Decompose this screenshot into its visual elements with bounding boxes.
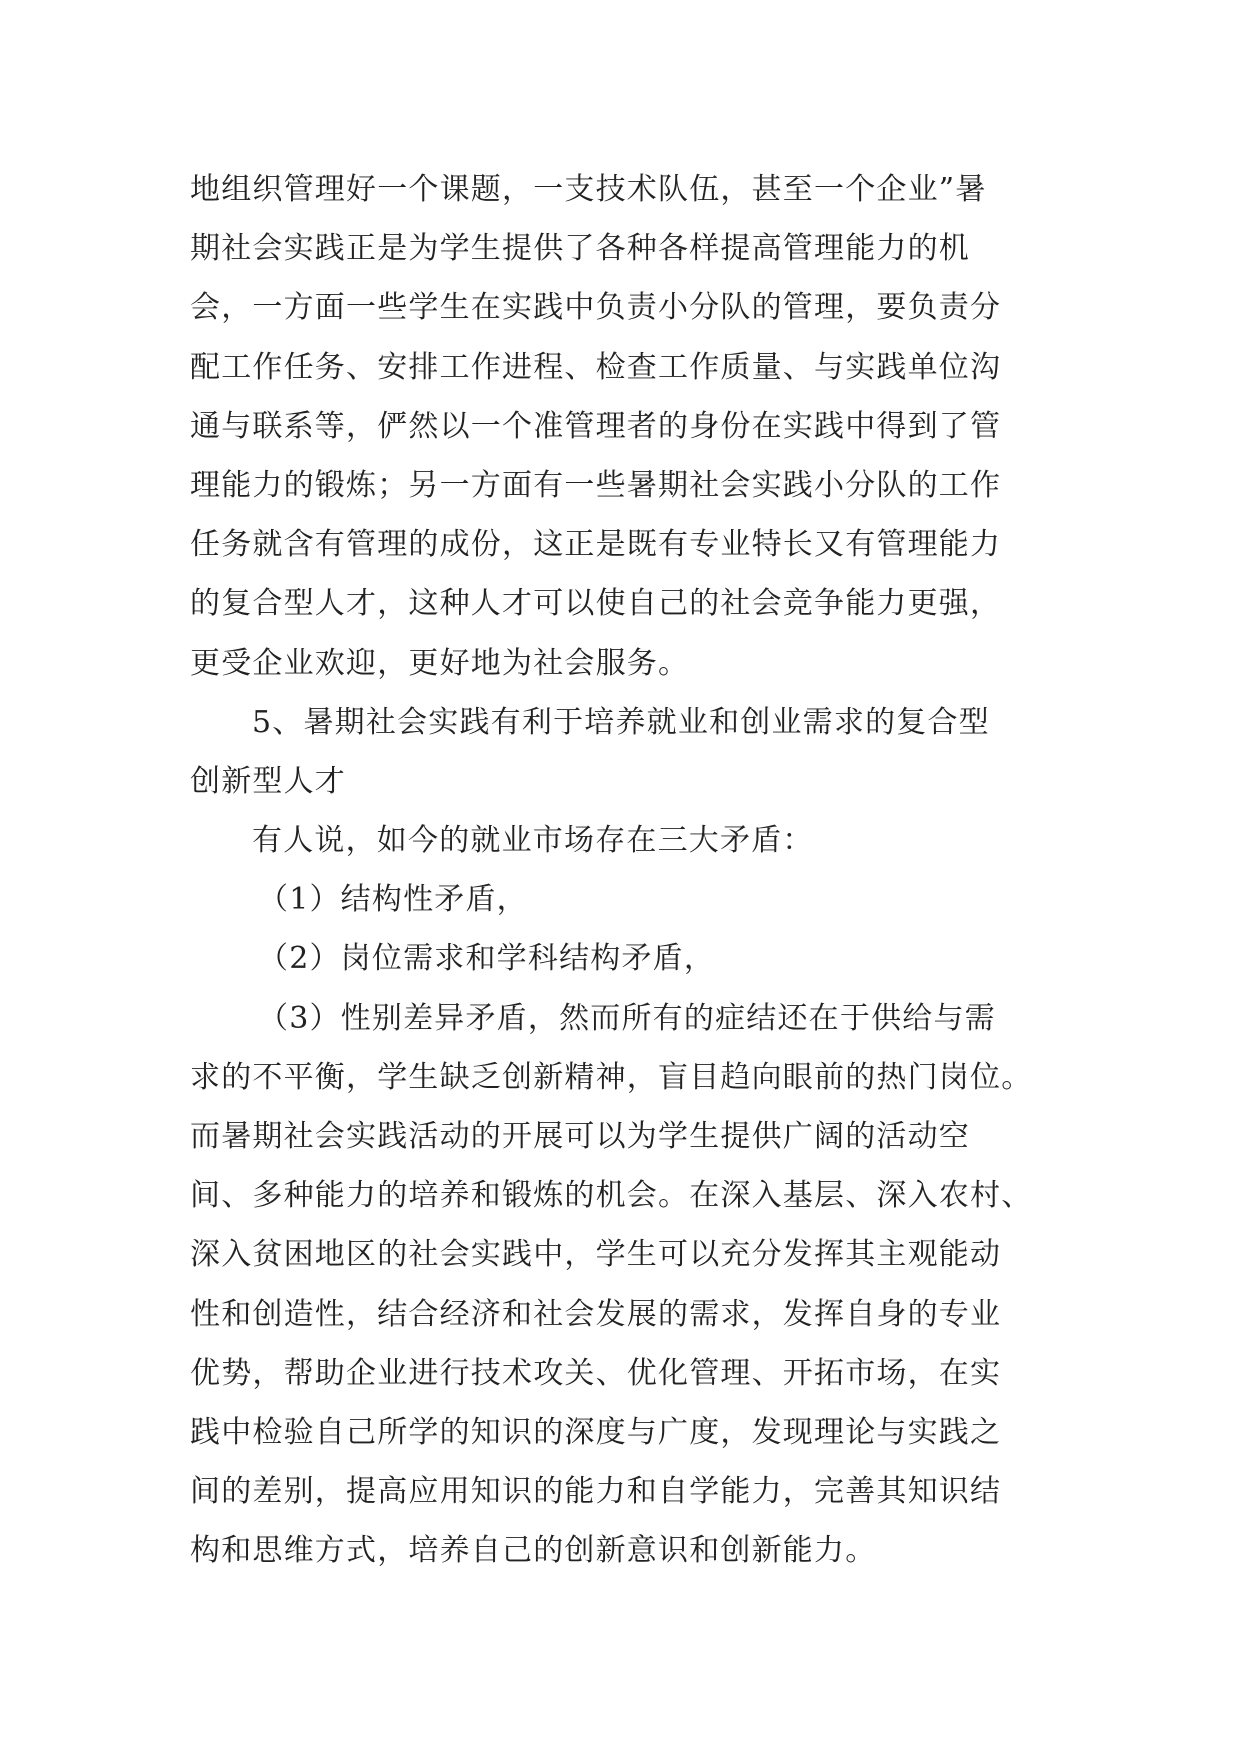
text-line: 间、多种能力的培养和锻炼的机会。在深入基层、深入农村、 <box>190 1178 1033 1214</box>
text-line: 求的不平衡，学生缺乏创新精神，盲目趋向眼前的热门岗位。 <box>190 1059 1033 1095</box>
text-line: 配工作任务、安排工作进程、检查工作质量、与实践单位沟 <box>190 349 1002 385</box>
text-line: 更受企业欢迎，更好地为社会服务。 <box>190 645 690 681</box>
text-line: 性和创造性，结合经济和社会发展的需求，发挥自身的专业 <box>190 1296 1002 1332</box>
text-line: 优势，帮助企业进行技术攻关、优化管理、开拓市场，在实 <box>190 1355 1002 1391</box>
text-line: 间的差别，提高应用知识的能力和自学能力，完善其知识结 <box>190 1474 1002 1510</box>
heading-line: 创新型人才 <box>190 763 346 799</box>
text-line: 的复合型人才，这种人才可以使自己的社会竞争能力更强， <box>190 586 1002 622</box>
text-line: 而暑期社会实践活动的开展可以为学生提供广阔的活动空 <box>190 1119 970 1154</box>
section-heading-5 <box>190 693 1070 811</box>
text-line: 会，一方面一些学生在实践中负责小分队的管理，要负责分 <box>190 290 1002 326</box>
list-item-1: （1）结构性矛盾， <box>258 882 528 918</box>
intro-line: 有人说，如今的就业市场存在三大矛盾： <box>252 823 814 859</box>
text-line: 通与联系等，俨然以一个准管理者的身份在实践中得到了管 <box>190 408 1002 444</box>
heading-line: 5、暑期社会实践有利于培养就业和创业需求的复合型 <box>252 704 990 740</box>
list-item-2: （2）岗位需求和学科结构矛盾， <box>258 941 716 977</box>
text-line: 深入贫困地区的社会实践中，学生可以充分发挥其主观能动 <box>190 1237 1002 1273</box>
text-line: 构和思维方式，培养自己的创新意识和创新能力。 <box>190 1533 877 1569</box>
text-line: 理能力的锻炼；另一方面有一些暑期社会实践小分队的工作 <box>190 467 1002 503</box>
text-line: （3）性别差异矛盾，然而所有的症结还在于供给与需 <box>258 1000 996 1036</box>
text-line: 期社会实践正是为学生提供了各种各样提高管理能力的机 <box>190 231 970 267</box>
text-line: 地组织管理好一个课题，一支技术队伍，甚至一个企业”暑 <box>190 172 987 207</box>
paragraph-innovation <box>190 989 1070 1581</box>
text-line: 任务就含有管理的成份，这正是既有专业特长又有管理能力 <box>190 527 1002 563</box>
text-line: 践中检验自己所学的知识的深度与广度，发现理论与实践之 <box>190 1414 1002 1450</box>
document-body <box>190 160 1070 1581</box>
paragraph-management-ability <box>190 160 1070 693</box>
